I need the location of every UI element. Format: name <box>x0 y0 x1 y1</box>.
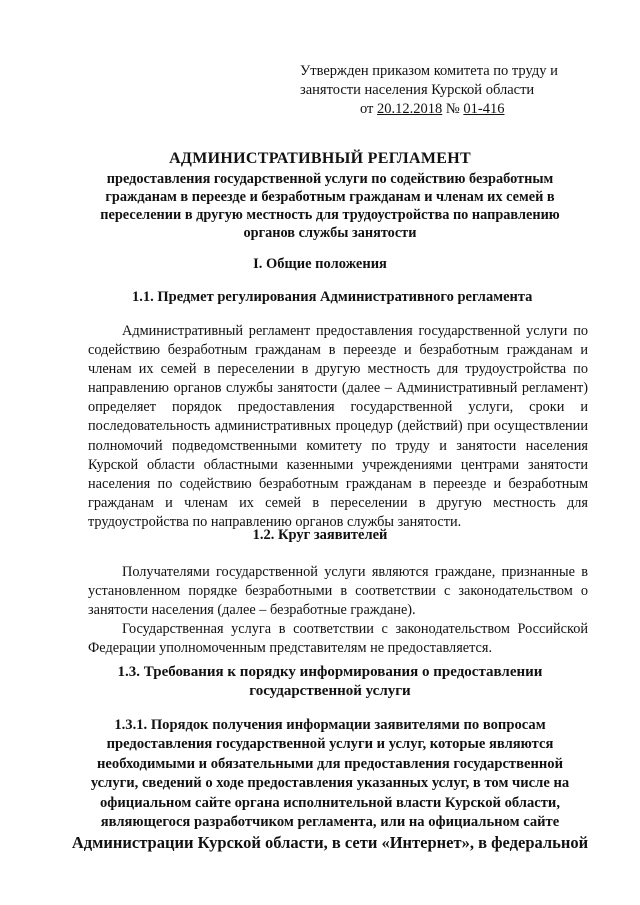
paragraph-line: Административный регламент предоставления государственной услуги по <box>122 323 588 339</box>
approval-date: 20.12.2018 <box>377 101 443 117</box>
section-1-2-paragraph-1 <box>88 563 588 620</box>
heading-line: Администрации Курской области, в сети «Интернет», в федеральной <box>71 833 589 853</box>
paragraph-line: определяет порядок предоставления государственной услуги, сроки и <box>88 399 588 416</box>
paragraph-line: последовательность административных процедур (действий) при осуществлении <box>88 418 588 435</box>
paragraph-line: населения по содействию безработным гражданам в переезде и безработным <box>88 475 588 492</box>
subtitle-line: органов службы занятости <box>243 225 417 241</box>
approval-number: 01-416 <box>463 101 505 117</box>
paragraph-line: членам их семей в переселении в другую местность для трудоустройства по <box>88 361 588 378</box>
section-1-heading: I. Общие положения <box>253 256 387 272</box>
approval-line-1: Утвержден приказом комитета по труду и <box>300 63 558 79</box>
paragraph-line: Федерации уполномоченным представителям не предоставляется. <box>88 640 493 657</box>
approval-number-sign: № <box>442 101 464 117</box>
paragraph-line: Государственная услуга в соответствии с законодательством Российской <box>122 621 588 637</box>
approval-prefix: от <box>360 101 378 117</box>
subtitle-line: гражданам в переезде и безработным гражданам и членам их семей в <box>105 189 555 205</box>
heading-line: услуги, сведений о ходе предоставления указанных услуг, в том числе на <box>90 775 570 792</box>
subtitle-line: переселении в другую местность для трудоустройства по направлению <box>100 207 560 223</box>
paragraph-line: гражданам и членам их семей в переселении в другую местность для <box>88 494 588 511</box>
heading-line: официальном сайте органа исполнительной власти Курской области, <box>99 794 560 811</box>
paragraph-line: направлению органов службы занятости (далее – Административный регламент) <box>88 380 588 397</box>
section-1-2-paragraph-2 <box>88 620 588 658</box>
paragraph-line: содействию безработным гражданам в переезде и безработным гражданам и <box>88 342 588 359</box>
approval-stamp <box>300 62 600 119</box>
section-1-3-1-heading <box>70 716 590 853</box>
heading-line: являющегося разработчиком регламента, или на официальном сайте <box>100 814 560 831</box>
section-1-3-heading <box>80 663 580 701</box>
approval-line-3 <box>300 100 600 119</box>
document-subtitle <box>95 170 565 242</box>
paragraph-line: трудоустройства по направлению органов службы занятости. <box>88 513 462 530</box>
heading-line: государственной услуги <box>249 683 411 699</box>
paragraph-line: занятости населения (далее – безработные граждане). <box>88 602 416 619</box>
approval-line-2: занятости населения Курской области <box>300 82 535 98</box>
paragraph-line: Получателями государственной услуги являются граждане, признанные в <box>122 564 588 580</box>
section-1-2-heading: 1.2. Круг заявителей <box>252 527 388 543</box>
paragraph-line: Курской области областными казенными учреждениями центрами занятости <box>88 456 588 473</box>
heading-line: 1.3. Требования к порядку информирования о предоставлении <box>117 664 543 680</box>
heading-line: 1.3.1. Порядок получения информации заявителями по вопросам <box>114 717 546 733</box>
heading-line: необходимыми и обязательными для предоставления государственной <box>97 755 563 772</box>
document-title: АДМИНИСТРАТИВНЫЙ РЕГЛАМЕНТ <box>169 150 471 167</box>
paragraph-line: полномочий подведомственными комитету по труду и занятости населения <box>88 437 588 454</box>
heading-line: предоставления государственной услуги и услуг, которые являются <box>106 736 554 753</box>
section-1-1-heading: 1.1. Предмет регулирования Административного регламента <box>132 289 533 305</box>
section-1-1-paragraph <box>88 322 588 532</box>
paragraph-line: установленном порядке безработными в соответствии с законодательством о <box>88 583 588 600</box>
subtitle-line: предоставления государственной услуги по содействию безработным <box>106 171 554 187</box>
